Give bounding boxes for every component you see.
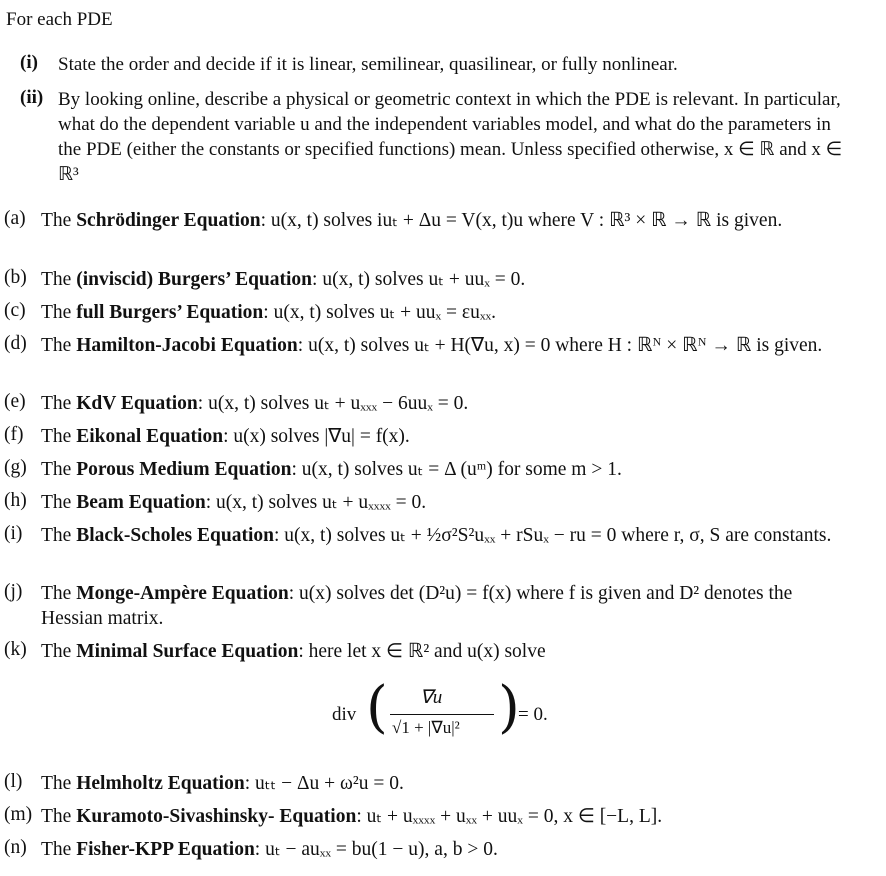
intro-text: For each PDE <box>6 9 113 30</box>
item-label: (e) <box>4 391 26 412</box>
item-body <box>41 300 851 325</box>
equation-name: Helmholtz Equation <box>76 773 245 794</box>
equation-statement: : u(x) solves |∇u| = f(x). <box>223 426 410 447</box>
fraction-numerator: ∇u <box>420 687 443 708</box>
equation-name: full Burgers’ Equation <box>76 302 264 323</box>
item-label: (j) <box>4 581 23 602</box>
item-prefix: The <box>41 525 77 546</box>
item-label: (f) <box>4 424 24 445</box>
item-prefix: The <box>41 806 77 827</box>
equation-name: Beam Equation <box>76 492 206 513</box>
item-prefix: The <box>41 773 77 794</box>
item-body <box>41 523 851 548</box>
right-paren: ) <box>498 675 520 740</box>
item-body <box>41 391 851 416</box>
equation-statement: : u(x, t) solves uₜ + H(∇u, x) = 0 where H : ℝᴺ × ℝᴺ → ℝ is given. <box>297 335 823 356</box>
item-body <box>41 333 851 358</box>
fraction-bar <box>390 714 494 715</box>
equation-name: Minimal Surface Equation <box>76 641 299 662</box>
item-body <box>41 490 851 515</box>
item-prefix: The <box>41 302 77 323</box>
item-prefix: The <box>41 426 77 447</box>
item-body <box>41 267 851 292</box>
item-label: (c) <box>4 300 26 321</box>
item-prefix: The <box>41 583 77 604</box>
instruction-text: State the order and decide if it is linear, semilinear, quasilinear, or fully nonlinear. <box>58 54 678 75</box>
fraction-denominator: √1 + |∇u|² <box>392 718 460 737</box>
item-label: (i) <box>4 523 23 544</box>
equation-statement: : uₜ − auₓₓ = bu(1 − u), a, b > 0. <box>254 839 498 860</box>
item-label: (m) <box>4 804 33 825</box>
equation-name: Hamilton-Jacobi Equation <box>76 335 298 356</box>
item-body <box>41 208 851 233</box>
equation-statement: : uₜ + uₓₓₓₓ + uₓₓ + uuₓ = 0, x ∈ [−L, L]. <box>356 806 663 827</box>
minimal-surface-display-equation <box>332 675 572 750</box>
item-prefix: The <box>41 269 77 290</box>
item-body <box>41 424 851 449</box>
equation-statement: : u(x, t) solves uₜ + uuₓ = εuₓₓ. <box>263 302 497 323</box>
equation-name: Eikonal Equation <box>76 426 224 447</box>
div-operator: div <box>332 704 357 725</box>
left-paren: ( <box>366 675 388 740</box>
equation-statement: : u(x, t) solves iuₜ + Δu = V(x, t)u where V : ℝ³ × ℝ → ℝ is given. <box>260 210 783 231</box>
item-prefix: The <box>41 641 77 662</box>
item-prefix: The <box>41 839 77 860</box>
equation-statement: : here let x ∈ ℝ² and u(x) solve <box>298 641 546 662</box>
instruction-label: (ii) <box>20 87 44 108</box>
item-body <box>41 837 851 862</box>
item-label: (k) <box>4 639 27 660</box>
item-prefix: The <box>41 210 77 231</box>
equation-name: Kuramoto-Sivashinsky- Equation <box>76 806 357 827</box>
equation-statement: : u(x) solves det (D²u) = f(x) where f is given and D² denotes the Hessian matrix. <box>41 583 793 629</box>
item-body <box>41 581 851 631</box>
item-label: (l) <box>4 771 23 792</box>
equation-statement: : u(x, t) solves uₜ + uₓₓₓ − 6uuₓ = 0. <box>197 393 469 414</box>
equation-name: (inviscid) Burgers’ Equation <box>76 269 313 290</box>
item-prefix: The <box>41 459 77 480</box>
equation-statement: : u(x, t) solves uₜ + uuₓ = 0. <box>312 269 526 290</box>
equation-statement: : u(x, t) solves uₜ + ½σ²S²uₓₓ + rSuₓ − ru = 0 where r, σ, S are constants. <box>273 525 832 546</box>
item-label: (g) <box>4 457 27 478</box>
equation-rhs: = 0. <box>518 704 548 725</box>
equation-name: KdV Equation <box>76 393 198 414</box>
item-label: (h) <box>4 490 27 511</box>
item-prefix: The <box>41 335 77 356</box>
item-body <box>41 804 851 829</box>
equation-statement: : uₜₜ − Δu + ω²u = 0. <box>244 773 404 794</box>
equation-name: Black-Scholes Equation <box>76 525 274 546</box>
item-label: (b) <box>4 267 27 288</box>
equation-statement: : u(x, t) solves uₜ + uₓₓₓₓ = 0. <box>205 492 427 513</box>
item-body <box>41 639 851 664</box>
item-label: (a) <box>4 208 26 229</box>
item-label: (n) <box>4 837 27 858</box>
item-body <box>41 771 851 796</box>
item-label: (d) <box>4 333 27 354</box>
equation-name: Schrödinger Equation <box>76 210 261 231</box>
item-prefix: The <box>41 393 77 414</box>
equation-name: Porous Medium Equation <box>76 459 292 480</box>
equation-name: Fisher-KPP Equation <box>76 839 255 860</box>
item-prefix: The <box>41 492 77 513</box>
instruction-text: By looking online, describe a physical or geometric context in which the PDE is relevant. In particular, what do the dependent variable u and the independent variables model, and what do the parameters in the PDE (either the constants or specified functions) mean. Unless specified otherwise, x ∈ ℝ and x ∈ ℝ³ <box>58 89 843 185</box>
instruction-label: (i) <box>20 52 38 73</box>
equation-statement: : u(x, t) solves uₜ = Δ (uᵐ) for some m > 1. <box>291 459 622 480</box>
item-body <box>41 457 851 482</box>
equation-name: Monge-Ampère Equation <box>76 583 289 604</box>
